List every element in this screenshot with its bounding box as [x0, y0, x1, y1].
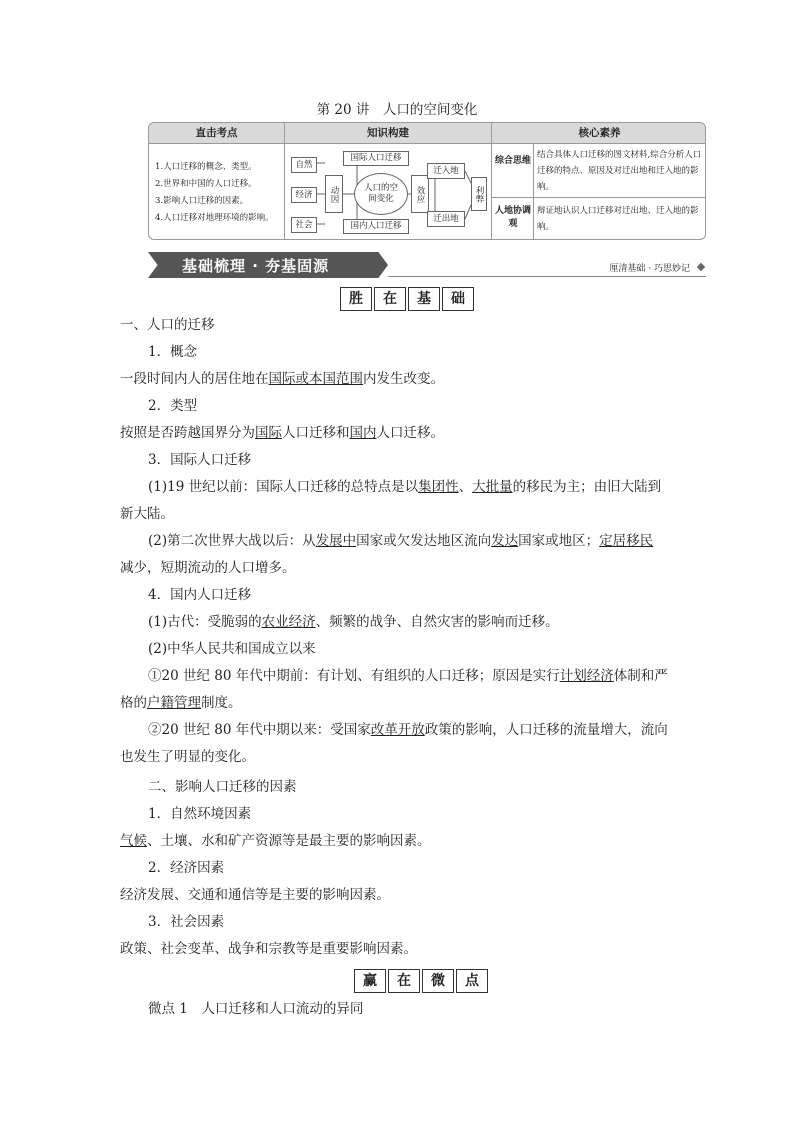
cause-box: 动因 — [325, 175, 343, 213]
literacy-label-thinking: 综合思维 — [495, 156, 532, 166]
factor-social: 社会 — [291, 217, 317, 233]
point-item: 4.人口迁移对地理环境的影响。 — [155, 213, 274, 223]
domestic-migration: 国内人口迁移 — [343, 219, 409, 234]
section-heading-basics: 胜 在 基 础 — [340, 287, 474, 311]
intl-before-19c-cont: 新大陆。 — [120, 506, 174, 522]
sub-social: 3．社会因素 — [148, 914, 225, 930]
concept-text: 一段时间内人的居住地在国际或本国范围内发生改变。 — [120, 371, 444, 387]
domestic-prc: (2)中华人民共和国成立以来 — [148, 641, 316, 657]
natural-text: 气候、土壤、水和矿产资源等是最主要的影响因素。 — [120, 833, 431, 849]
pros-cons-box: 利弊 — [471, 177, 487, 211]
domestic-ancient: (1)古代：受脆弱的农业经济、频繁的战争、自然灾害的影响而迁移。 — [148, 614, 559, 630]
intl-after-ww2: (2)第二次世界大战以后：从发展中国家或欠发达地区流向发达国家或地区；定居移民 — [148, 533, 654, 549]
sub-domestic: 4．国内人口迁移 — [148, 587, 252, 603]
sub-types: 2．类型 — [148, 398, 198, 414]
sub-economic: 2．经济因素 — [148, 860, 225, 876]
micro-point-1: 微点 1 人口迁移和人口流动的异同 — [148, 1001, 364, 1017]
sub-international: 3．国际人口迁移 — [148, 452, 252, 468]
banner-subtitle: 厘清基础 · 巧思妙记 — [609, 264, 690, 274]
exam-points — [155, 159, 274, 227]
domestic-pre-1980s-cont: 格的户籍管理制度。 — [120, 695, 242, 711]
types-text: 按照是否跨越国界分为国际人口迁移和国内人口迁移。 — [120, 425, 444, 441]
factor-economic: 经济 — [291, 187, 317, 203]
sub-natural: 1．自然环境因素 — [148, 806, 252, 822]
point-item: 3.影响人口迁移的因素。 — [155, 196, 249, 206]
literacy-text-thinking: 结合具体人口迁移的图文材料,综合分析人口迁移的特点、原因及对迁出地和迁入地的影响。 — [537, 150, 702, 192]
factor-natural: 自然 — [291, 157, 317, 173]
domestic-post-1980s-cont: 也发生了明显的变化。 — [120, 749, 255, 765]
diamond-icon — [697, 263, 705, 271]
banner-title: 基础梳理 · 夯基固源 — [182, 257, 330, 275]
header-knowledge: 知识构建 — [285, 123, 491, 143]
center-topic: 人口的空间变化 — [354, 173, 408, 215]
literacy-label-harmony: 人地协调观 — [494, 206, 531, 229]
intl-after-ww2-cont: 减少，短期流动的人口增多。 — [120, 560, 296, 576]
domestic-pre-1980s: ①20 世纪 80 年代中期前：有计划、有组织的人口迁移；原因是实行计划经济体制和严 — [148, 668, 668, 684]
origin-box: 迁出地 — [427, 211, 465, 227]
international-migration: 国际人口迁移 — [343, 151, 409, 166]
header-points: 直击考点 — [149, 123, 284, 143]
header-literacy: 核心素养 — [492, 123, 706, 143]
overview-table — [148, 122, 706, 240]
economic-text: 经济发展、交通和通信等是主要的影响因素。 — [120, 887, 390, 903]
literacy-text-harmony: 辩证地认识人口迁移对迁出地、迁入地的影响。 — [537, 206, 699, 232]
sub-concept: 1．概念 — [148, 344, 198, 360]
social-text: 政策、社会变革、战争和宗教等是重要影响因素。 — [120, 941, 417, 957]
domestic-post-1980s: ②20 世纪 80 年代中期以来：受国家改革开放政策的影响，人口迁移的流量增大，流向 — [148, 722, 668, 738]
section-heading-micro: 赢 在 微 点 — [354, 969, 488, 993]
effect-box: 效应 — [411, 175, 429, 213]
page-title: 第 20 讲 人口的空间变化 — [316, 102, 478, 118]
intl-before-19c: (1)19 世纪以前：国际人口迁移的总特点是以集团性、大批量的移民为主；由旧大陆到 — [148, 479, 662, 495]
point-item: 1.人口迁移的概念、类型。 — [155, 162, 257, 172]
point-item: 2.世界和中国的人口迁移。 — [155, 179, 257, 189]
destination-box: 迁入地 — [427, 163, 465, 179]
heading-migration: 一、人口的迁移 — [120, 317, 215, 333]
section-banner — [148, 252, 706, 278]
heading-factors: 二、影响人口迁移的因素 — [148, 779, 297, 795]
